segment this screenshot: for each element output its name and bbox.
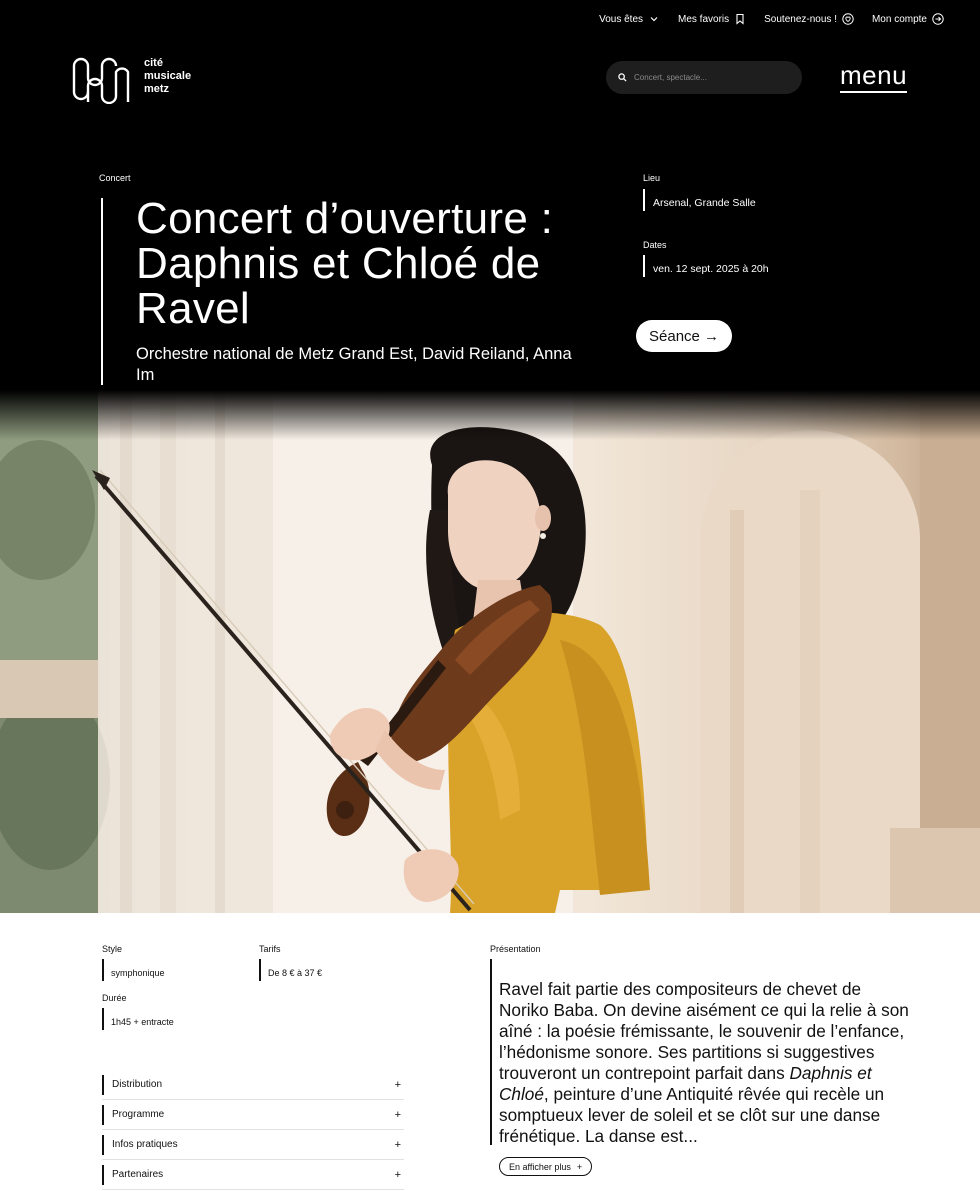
tarifs-value: De 8 € à 37 € <box>268 968 323 978</box>
tarifs-divider <box>259 959 261 981</box>
style-divider <box>102 959 104 981</box>
chevron-down-icon <box>648 13 660 25</box>
nav-compte-label: Mon compte <box>871 13 927 25</box>
bookmark-icon <box>734 13 746 25</box>
lieu-divider <box>643 189 645 211</box>
presentation-label: Présentation <box>490 944 541 954</box>
presentation-text-part2: , peinture d’une Antiquité rêvée qui recèle un somptueux lever de soleil et se clôt sur une danse frénétique. La danse est... <box>499 1084 885 1146</box>
hero-header <box>0 0 980 395</box>
accordion-distribution[interactable] <box>102 1070 404 1100</box>
accordion-partenaires[interactable] <box>102 1160 404 1190</box>
nav-soutenez[interactable] <box>764 13 854 25</box>
logo-text <box>144 57 191 96</box>
seance-button[interactable] <box>636 320 732 352</box>
nav-favoris[interactable] <box>678 13 746 25</box>
page-title: Concert d’ouverture : Daphnis et Chloé de Ravel <box>136 194 554 333</box>
duree-label: Durée <box>102 993 127 1003</box>
presentation-text-italic: Daphnis et Chloé <box>499 1063 872 1104</box>
nav-vous-etes[interactable] <box>599 13 660 25</box>
menu-button[interactable]: menu <box>840 60 907 93</box>
search-box <box>606 61 802 94</box>
nav-compte[interactable] <box>872 13 944 25</box>
accordion-partenaires-label: Partenaires <box>102 1165 163 1185</box>
logo-line-1: cité <box>144 57 163 69</box>
show-more-label: En afficher plus <box>509 1161 571 1172</box>
accordion-infos-label: Infos pratiques <box>102 1135 178 1155</box>
site-logo[interactable] <box>72 52 191 104</box>
utility-nav <box>599 13 944 25</box>
nav-vous-etes-label: Vous êtes <box>599 13 644 25</box>
duree-value: 1h45 + entracte <box>111 1017 174 1027</box>
plus-icon: + <box>394 1078 401 1091</box>
seance-button-label: Séance → <box>649 327 720 345</box>
search-input[interactable] <box>634 73 784 82</box>
dates-label: Dates <box>643 240 667 250</box>
presentation-divider <box>490 959 492 1145</box>
accordion-infos-pratiques[interactable] <box>102 1130 404 1160</box>
duree-divider <box>102 1008 104 1030</box>
event-category: Concert <box>99 173 131 183</box>
plus-icon: + <box>394 1168 401 1181</box>
logo-line-2: musicale <box>144 70 192 82</box>
hero-photo <box>0 390 980 913</box>
style-label: Style <box>102 944 123 954</box>
logo-line-3: metz <box>144 83 170 95</box>
heart-circle-icon <box>842 13 854 25</box>
dates-value: ven. 12 sept. 2025 à 20h <box>653 263 769 275</box>
tarifs-label: Tarifs <box>259 944 281 954</box>
nav-soutenez-label: Soutenez-nous ! <box>764 13 837 25</box>
photo-top-fade <box>0 390 980 440</box>
plus-icon: + <box>394 1138 401 1151</box>
title-divider <box>101 198 103 385</box>
accordion-distribution-label: Distribution <box>102 1075 162 1095</box>
lieu-label: Lieu <box>643 173 661 183</box>
violinist-illustration <box>0 390 980 913</box>
arrow-circle-icon <box>932 13 944 25</box>
dates-divider <box>643 255 645 277</box>
style-value: symphonique <box>111 968 165 978</box>
nav-favoris-label: Mes favoris <box>678 13 730 25</box>
search-icon <box>618 73 627 82</box>
event-subtitle: Orchestre national de Metz Grand Est, David Reiland, Anna Im <box>136 345 572 384</box>
presentation-text-part1: Ravel fait partie des compositeurs de chevet de Noriko Baba. On devine aisément ce qui la relie à son aîné : la poésie frémissante, le souvenir de l’enfance, l’hédonisme sonore. Ses partitions si suggestives trouveront un contrepoint parfait dans <box>499 979 909 1083</box>
plus-icon: + <box>576 1161 583 1172</box>
logo-mark-icon <box>72 52 130 104</box>
plus-icon: + <box>394 1108 401 1121</box>
lieu-value: Arsenal, Grande Salle <box>653 197 756 209</box>
accordion-programme-label: Programme <box>102 1105 164 1125</box>
presentation-text <box>499 979 909 1147</box>
accordion-programme[interactable] <box>102 1100 404 1130</box>
show-more-button[interactable] <box>499 1157 592 1176</box>
